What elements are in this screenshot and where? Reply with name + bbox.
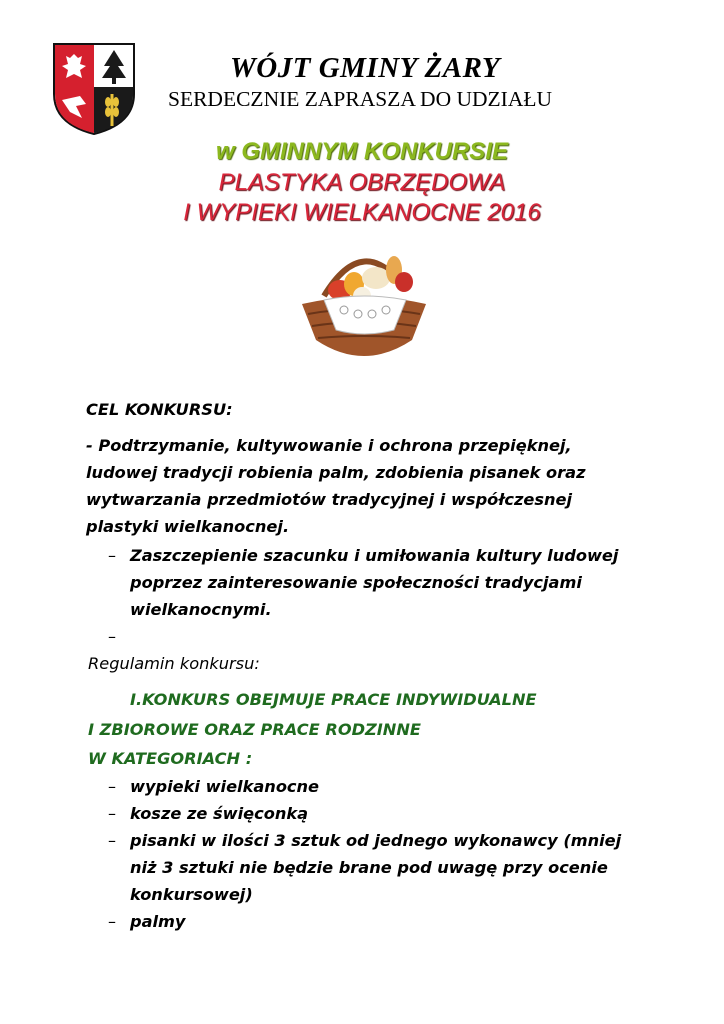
contest-title-line-1: w GMINNYM KONKURSIE — [215, 138, 508, 165]
goal-paragraph-line: wytwarzania przedmiotów tradycyjnej i współczesnej — [86, 490, 573, 509]
bullet-dash: – — [108, 804, 116, 823]
contest-title-line-3: I WYPIEKI WIELKANOCNE 2016 — [183, 199, 541, 226]
goal-bullet-line: wielkanocnymi. — [130, 600, 272, 619]
coat-of-arms-icon — [52, 42, 136, 136]
rules-section-line: I.KONKURS OBEJMUJE PRACE INDYWIDUALNE — [130, 690, 537, 709]
goal-paragraph-line: - Podtrzymanie, kultywowanie i ochrona przepięknej, — [86, 436, 572, 455]
rules-section-line: I ZBIOROWE ORAZ PRACE RODZINNE — [88, 720, 421, 739]
goal-heading: CEL KONKURSU: — [86, 400, 233, 419]
bullet-dash: – — [108, 831, 116, 850]
category-item: pisanki w ilości 3 sztuk od jednego wykonawcy (mniej — [130, 831, 622, 850]
goal-bullet-line: poprzez zainteresowanie społeczności tradycjami — [130, 573, 582, 592]
bullet-dash: – — [108, 546, 116, 565]
category-item: kosze ze święconką — [130, 804, 309, 823]
page-subtitle: SERDECZNIE ZAPRASZA DO UDZIAŁU — [168, 87, 553, 111]
rules-section-line: W KATEGORIACH : — [88, 749, 253, 768]
category-item-continued: niż 3 sztuki nie będzie brane pod uwagę przy ocenie — [130, 858, 608, 877]
category-item: wypieki wielkanocne — [130, 777, 320, 796]
bullet-dash: – — [108, 912, 116, 931]
goal-paragraph-line: ludowej tradycji robienia palm, zdobienia pisanek oraz — [86, 463, 586, 482]
bullet-dash: – — [108, 777, 116, 796]
contest-title-line-2: PLASTYKA OBRZĘDOWA — [218, 169, 506, 196]
page-title: WÓJT GMINY ŻARY — [230, 52, 501, 84]
easter-basket-image — [294, 240, 434, 376]
goal-paragraph-line: plastyki wielkanocnej. — [86, 517, 290, 536]
rules-label: Regulamin konkursu: — [88, 654, 260, 673]
category-item: palmy — [130, 912, 186, 931]
empty-bullet: – — [108, 627, 116, 646]
goal-bullet-line: Zaszczepienie szacunku i umiłowania kultury ludowej — [130, 546, 619, 565]
category-item-continued: konkursowej) — [130, 885, 253, 904]
